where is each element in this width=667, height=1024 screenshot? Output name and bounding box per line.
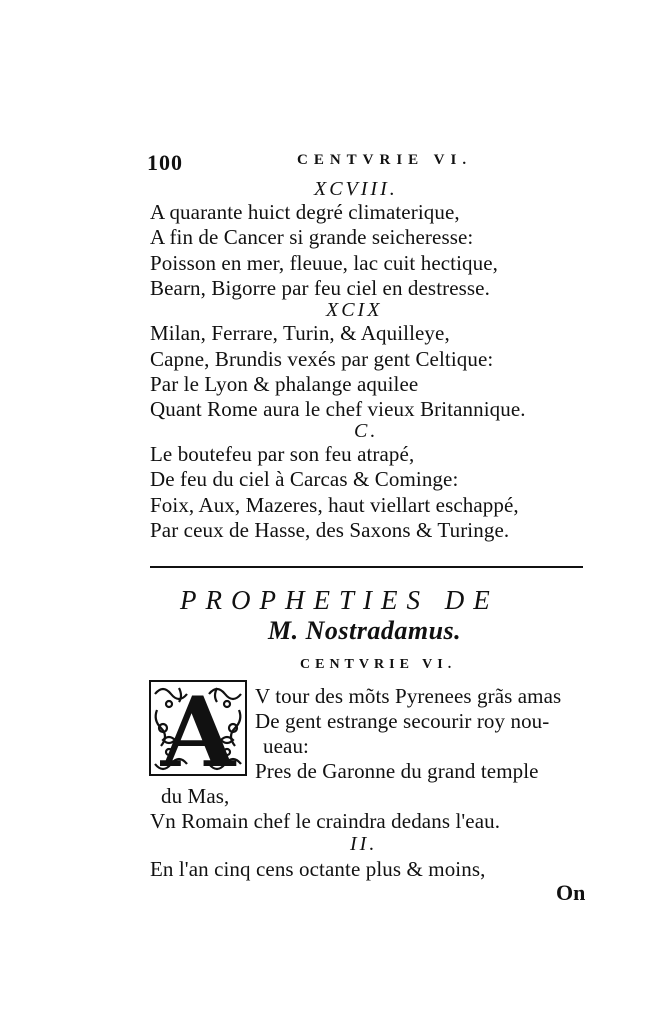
verse-number: C.	[354, 420, 379, 442]
verse-number: XCIX	[326, 299, 383, 321]
verse-line: Capne, Brundis vexés par gent Celtique:	[150, 347, 494, 371]
verse-line: Milan, Ferrare, Turin, & Aquilleye,	[150, 321, 450, 345]
dropcap-letter: A	[160, 680, 236, 776]
catchword: On	[556, 880, 586, 905]
verse-line: Bearn, Bigorre par feu ciel en destresse.	[150, 276, 490, 300]
verse-line: Par ceux de Hasse, des Saxons & Turinge.	[150, 518, 510, 542]
verse-line: Poisson en mer, fleuue, lac cuit hectique,	[150, 251, 499, 275]
decorated-initial	[149, 680, 247, 776]
verse-line: A fin de Cancer si grande seicheresse:	[150, 225, 474, 249]
section-subheading: M. Nostradamus.	[268, 616, 462, 645]
verse-number: XCVIII.	[314, 178, 398, 200]
running-title: CENTVRIE VI.	[297, 152, 473, 168]
verse-line: Pres de Garonne du grand temple	[255, 759, 539, 783]
verse-line: Foix, Aux, Mazeres, haut viellart eschappé,	[150, 493, 519, 517]
verse-line: A quarante huict degré climaterique,	[150, 200, 460, 224]
verse-line: De gent estrange secourir roy nou-	[255, 709, 550, 733]
verse-number: II.	[350, 833, 378, 855]
section-divider	[150, 566, 583, 568]
verse-line: du Mas,	[161, 784, 230, 808]
century-title: CENTVRIE VI.	[300, 657, 457, 672]
verse-line: Quant Rome aura le chef vieux Britannique.	[150, 397, 526, 421]
verse-line: ueau:	[263, 734, 309, 758]
verse-line: Le boutefeu par son feu atrapé,	[150, 442, 415, 466]
running-head	[147, 150, 587, 180]
verse-line: De feu du ciel à Carcas & Cominge:	[150, 467, 459, 491]
verse-line: Par le Lyon & phalange aquilee	[150, 372, 419, 396]
verse-line: Vn Romain chef le craindra dedans l'eau.	[150, 809, 501, 833]
verse-line: En l'an cinq cens octante plus & moins,	[150, 857, 486, 881]
floral-ornament-icon	[149, 680, 247, 776]
verse-line: V tour des mõts Pyrenees grãs amas	[255, 684, 562, 708]
section-heading: PROPHETIES DE	[180, 585, 499, 615]
page-number: 100	[147, 150, 183, 175]
